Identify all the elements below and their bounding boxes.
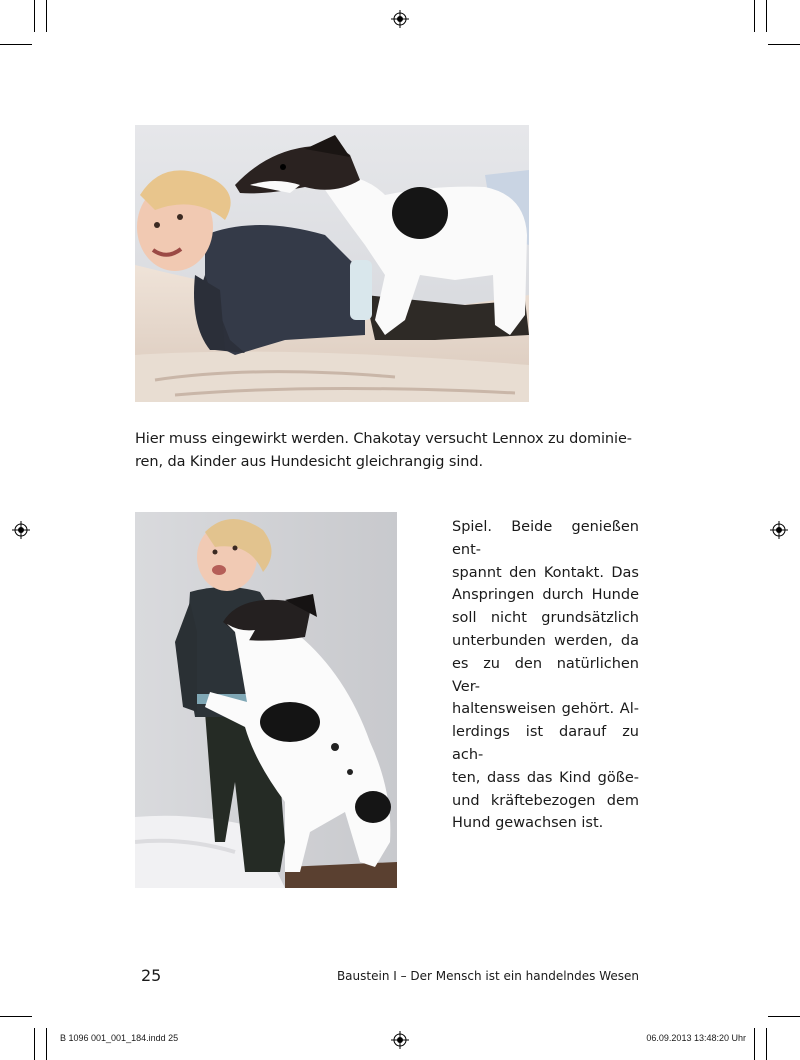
crop-mark-bottom-left-h <box>0 1016 32 1017</box>
body-text-line: Anspringen durch Hunde <box>452 587 639 604</box>
crop-mark-top-left-v <box>34 0 35 32</box>
body-text-line: unterbunden werden, da <box>452 632 639 649</box>
crop-mark-bottom-left-v <box>34 1028 35 1060</box>
body-text-line: Hund gewachsen ist. <box>452 815 604 832</box>
body-text-line: es zu den natürlichen Ver- <box>452 655 639 695</box>
registration-mark-icon <box>770 521 788 539</box>
page-number: 25 <box>141 966 162 985</box>
running-head: Baustein I – Der Mensch ist ein handelndes Wesen <box>336 969 639 983</box>
crop-mark-top-left-v2 <box>46 0 47 32</box>
registration-mark-icon <box>391 1031 409 1049</box>
body-text-line: haltensweisen gehört. Al- <box>452 701 639 718</box>
print-slug-filename: B 1096 001_001_184.indd 25 <box>60 1033 179 1043</box>
crop-mark-bottom-right-v <box>754 1028 755 1060</box>
body-text-line: ten, dass das Kind göße- <box>452 769 639 786</box>
registration-mark-icon <box>391 10 409 28</box>
photo-dog-jumping-at-child <box>135 512 397 888</box>
photo-child-and-dog-on-bed <box>135 125 529 402</box>
body-text-line: soll nicht grundsätzlich <box>452 610 639 627</box>
registration-mark-icon <box>12 521 30 539</box>
crop-mark-top-left-h <box>0 44 32 45</box>
crop-mark-bottom-right-h <box>768 1016 800 1017</box>
body-text-line: und kräftebezogen dem <box>452 792 639 809</box>
caption-line: Hier muss eingewirkt werden. Chakotay versucht Lennox zu dominie- <box>135 431 632 447</box>
body-text-line: spannt den Kontakt. Das <box>452 564 639 581</box>
print-slug-timestamp: 06.09.2013 13:48:20 Uhr <box>646 1033 746 1043</box>
crop-mark-top-right-v2 <box>766 0 767 32</box>
body-text-line: lerdings ist darauf zu ach- <box>452 724 639 763</box>
body-text-line: Spiel. Beide genießen ent- <box>452 519 639 558</box>
crop-mark-top-right-h <box>768 44 800 45</box>
crop-mark-top-right-v <box>754 0 755 32</box>
caption-line: ren, da Kinder aus Hundesicht gleichrangig sind. <box>135 454 483 470</box>
crop-mark-bottom-right-v2 <box>766 1028 767 1060</box>
body-text-column <box>452 516 639 835</box>
crop-mark-bottom-left-v2 <box>46 1028 47 1060</box>
photo-caption <box>135 428 635 474</box>
